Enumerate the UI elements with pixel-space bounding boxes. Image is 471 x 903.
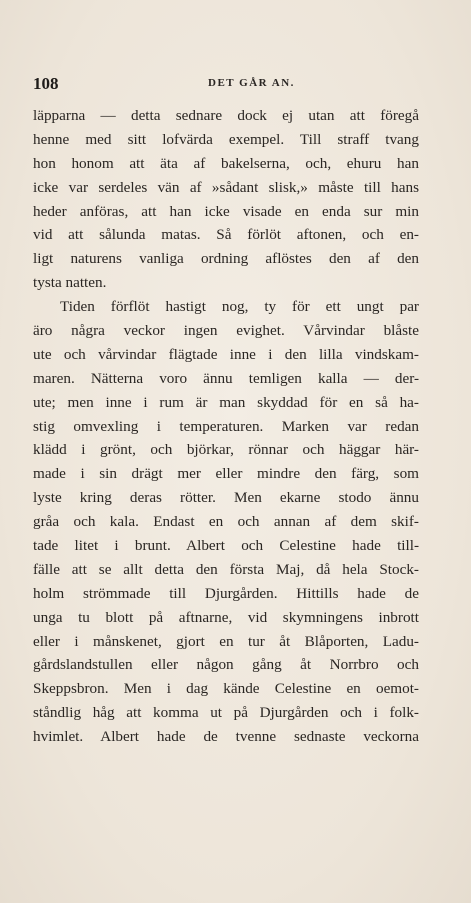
- text-line: unga tu blott på aftnarne, vid skymningens inbrott: [33, 608, 419, 626]
- text-line: fälle att se allt detta den första Maj, då hela Stock-: [33, 560, 419, 578]
- text-line: tade litet i brunt. Albert och Celestine hade till-: [33, 537, 419, 555]
- page-header: [33, 74, 433, 94]
- running-title: DET GÅR AN.: [208, 77, 295, 89]
- text-line: henne med sitt lofvärda exempel. Till straff tvang: [33, 130, 419, 148]
- text-line: holm strömmade till Djurgården. Hittills hade de: [33, 584, 419, 602]
- text-line: made i sin drägt mer eller mindre den färg, som: [33, 465, 419, 483]
- text-line: ligt naturens vanliga ordning aflöstes den af den: [33, 250, 419, 268]
- text-line: Skeppsbron. Men i dag kände Celestine en oemot-: [33, 680, 419, 698]
- body-text: [33, 104, 419, 749]
- text-line: gråa och kala. Endast en och annan af dem skif-: [33, 513, 419, 531]
- text-line: maren. Nätterna voro ännu temligen kalla — der-: [33, 369, 419, 387]
- text-line: hon honom att äta af bakelserna, och, ehuru han: [33, 154, 419, 172]
- page-number: 108: [33, 74, 59, 93]
- text-line: klädd i grönt, och björkar, rönnar och häggar här-: [33, 441, 419, 459]
- text-line: äro några veckor ingen evighet. Vårvindar blåste: [33, 322, 419, 340]
- text-line: tysta natten.: [33, 274, 107, 292]
- text-line: läpparna — detta sednare dock ej utan att föregå: [33, 107, 419, 124]
- text-line: ute; men inne i rum är man skyddad för en så ha-: [33, 393, 419, 411]
- text-line: icke var serdeles vän af »sådant slisk,» måste till hans: [33, 178, 419, 196]
- text-line: eller i månskenet, gjort en tur åt Blåporten, Ladu-: [33, 632, 419, 650]
- text-line: gårdslandstullen eller någon gång åt Norrbro och: [33, 656, 419, 674]
- text-line: hvimlet. Albert hade de tvenne sednaste veckorna: [33, 728, 419, 746]
- text-line: stig omvexling i temperaturen. Marken var redan: [33, 417, 419, 435]
- text-line: Tiden förflöt hastigt nog, ty för ett ungt par: [60, 298, 419, 316]
- text-line: ståndlig håg att komma ut på Djurgården och i folk-: [33, 704, 419, 722]
- text-line: lyste kring deras rötter. Men ekarne stodo ännu: [33, 489, 419, 507]
- text-line: ute och vårvindar flägtade inne i den lilla vindskam-: [33, 345, 419, 363]
- text-line: heder anföras, att han icke visade en enda sur min: [33, 202, 419, 220]
- text-line: vid att sålunda matas. Så förlöt aftonen, och en-: [33, 226, 419, 244]
